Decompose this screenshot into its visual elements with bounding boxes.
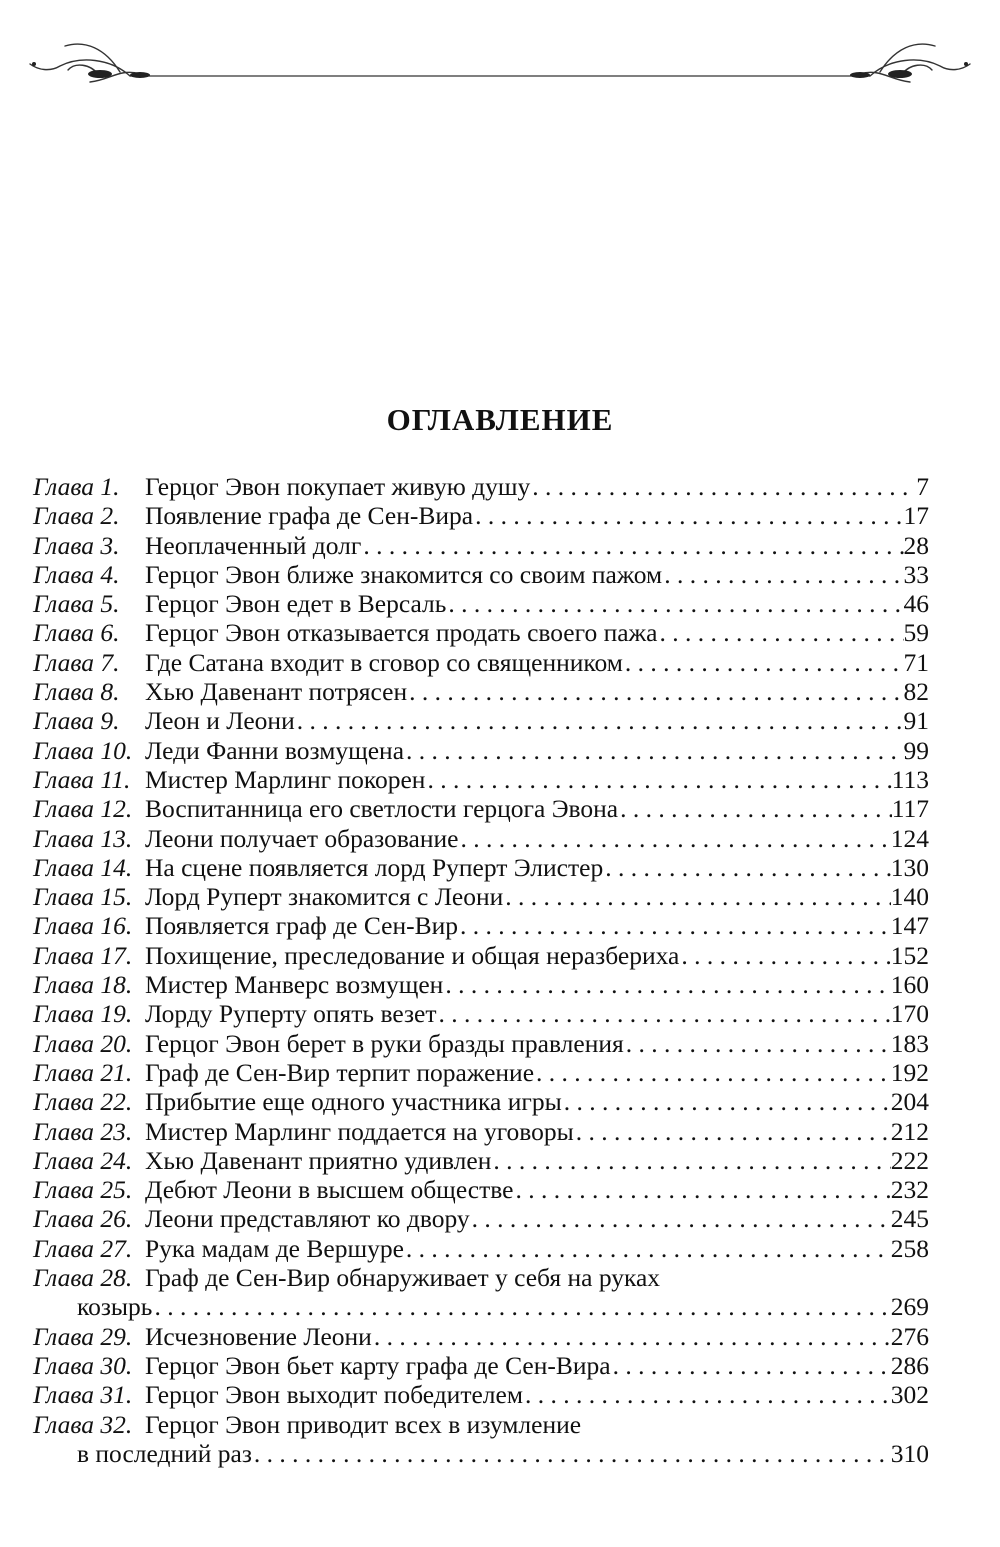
page-number: 222	[890, 1145, 929, 1175]
page-number: 286	[890, 1350, 929, 1380]
chapter-title: Граф де Сен-Вир обнаруживает у себя на руках	[145, 1263, 661, 1293]
chapter-number: Глава 2.	[33, 501, 120, 531]
toc-entry	[33, 706, 929, 735]
toc-entry-row	[33, 1175, 929, 1204]
chapter-title: Хью Давенант приятно удивлен	[145, 1145, 492, 1175]
page-number: 302	[890, 1380, 929, 1410]
toc-entry	[33, 648, 929, 677]
chapter-number: Глава 22.	[33, 1087, 133, 1117]
page-number: 33	[903, 559, 929, 589]
chapter-number: Глава 28.	[33, 1263, 133, 1293]
chapter-number: Глава 16.	[33, 911, 133, 941]
toc-entry	[33, 618, 929, 647]
toc-entry	[33, 560, 929, 589]
toc-entry	[33, 472, 929, 501]
page-number: 183	[890, 1028, 929, 1058]
toc-entry	[33, 941, 929, 970]
toc-entry-row	[33, 941, 929, 970]
toc-entry-row	[33, 1351, 929, 1380]
toc-entry	[33, 1204, 929, 1233]
toc-entry-row	[33, 531, 929, 560]
chapter-number: Глава 5.	[33, 589, 120, 619]
toc-entry-row	[33, 472, 929, 501]
dot-leader	[252, 1439, 891, 1468]
chapter-title: Герцог Эвон бьет карту графа де Сен-Вира	[145, 1350, 611, 1380]
toc-entry	[33, 1322, 929, 1351]
chapter-number: Глава 18.	[33, 970, 133, 1000]
toc-entry	[33, 1263, 929, 1292]
chapter-number: Глава 26.	[33, 1204, 133, 1234]
toc-entry-row	[33, 648, 929, 677]
dot-leader	[152, 1292, 890, 1321]
toc-entry-row	[33, 1087, 929, 1116]
page-number: 232	[890, 1175, 929, 1205]
toc-entry	[33, 1410, 929, 1439]
toc-entry	[33, 501, 929, 530]
chapter-number: Глава 13.	[33, 823, 133, 853]
chapter-number: Глава 1.	[33, 472, 120, 501]
toc-entry-row	[33, 677, 929, 706]
chapter-title: Появляется граф де Сен-Вир	[145, 911, 459, 941]
toc-entry	[33, 1087, 929, 1116]
chapter-number: Глава 24.	[33, 1145, 133, 1175]
chapter-title: Леони получает образование	[145, 823, 459, 853]
chapter-title: Рука мадам де Вершуре	[145, 1233, 404, 1263]
toc-entry-row	[33, 853, 929, 882]
dot-leader	[534, 1058, 891, 1087]
dot-leader	[404, 736, 903, 765]
toc-entry-row	[33, 1117, 929, 1146]
toc-entry	[33, 853, 929, 882]
toc-entry-row	[33, 1263, 929, 1292]
toc-entry	[33, 1117, 929, 1146]
toc-entry-row	[33, 501, 929, 530]
chapter-number: Глава 20.	[33, 1028, 133, 1058]
chapter-number: Глава 19.	[33, 999, 133, 1029]
page-number: 113	[891, 764, 929, 794]
toc-entry-row	[33, 824, 929, 853]
page-number: 192	[890, 1057, 929, 1087]
chapter-number: Глава 11.	[33, 764, 131, 794]
chapter-title-continuation: козырь	[77, 1292, 153, 1322]
page-number: 204	[890, 1087, 929, 1117]
page-number: 147	[890, 911, 929, 941]
toc-entry	[33, 911, 929, 940]
toc-entry	[33, 999, 929, 1028]
page-number: 130	[890, 852, 929, 882]
page-number: 99	[903, 735, 929, 765]
page-number: 310	[890, 1438, 929, 1468]
toc-entry-row	[33, 765, 929, 794]
chapter-number: Глава 4.	[33, 559, 120, 589]
page-number: 82	[903, 677, 929, 707]
toc-entry	[33, 882, 929, 911]
chapter-title: Похищение, преследование и общая неразбериха	[145, 940, 680, 970]
chapter-title: Леди Фанни возмущена	[145, 735, 405, 765]
page-number: 71	[903, 647, 929, 677]
toc-entry	[33, 1058, 929, 1087]
chapter-title: Герцог Эвон берет в руки бразды правления	[145, 1028, 624, 1058]
toc-entry-continuation	[33, 1439, 929, 1468]
chapter-title: Мистер Марлинг поддается на уговоры	[145, 1116, 574, 1146]
toc-entry-row	[33, 999, 929, 1028]
page-number: 46	[903, 589, 929, 619]
page-number: 212	[890, 1116, 929, 1146]
toc-entry-continuation	[33, 1292, 929, 1321]
chapter-number: Глава 31.	[33, 1380, 133, 1410]
chapter-number: Глава 3.	[33, 530, 120, 560]
toc-entry	[33, 1351, 929, 1380]
dot-leader	[657, 618, 903, 647]
page-number: 59	[903, 618, 929, 648]
chapter-title: Мистер Манверс возмущен	[145, 970, 444, 1000]
chapter-number: Глава 17.	[33, 940, 133, 970]
toc-entry-row	[33, 1410, 929, 1439]
chapter-title: Герцог Эвон покупает живую душу	[145, 472, 531, 501]
chapter-title: Герцог Эвон отказывается продать своего пажа	[145, 618, 658, 648]
toc-entry-row	[33, 1146, 929, 1175]
dot-leader	[372, 1322, 891, 1351]
dot-leader	[407, 677, 903, 706]
page-number: 124	[890, 823, 929, 853]
dot-leader	[295, 706, 904, 735]
dot-leader	[425, 765, 891, 794]
dot-leader	[473, 501, 903, 530]
dot-leader	[530, 472, 916, 501]
toc-entry-row	[33, 736, 929, 765]
chapter-title: Герцог Эвон ближе знакомится со своим пажом	[145, 559, 663, 589]
chapter-number: Глава 10.	[33, 735, 133, 765]
chapter-number: Глава 32.	[33, 1409, 133, 1439]
toc-entry-row	[33, 970, 929, 999]
chapter-title: Хью Давенант потрясен	[145, 677, 408, 707]
toc-entry	[33, 1234, 929, 1263]
toc-entry	[33, 765, 929, 794]
toc-entry-row	[33, 1204, 929, 1233]
page-number: 152	[890, 940, 929, 970]
chapter-number: Глава 7.	[33, 647, 120, 677]
chapter-title-continuation: в последний раз	[77, 1438, 252, 1468]
chapter-title: Где Сатана входит в сговор со священником	[145, 647, 623, 677]
chapter-title: Граф де Сен-Вир терпит поражение	[145, 1057, 535, 1087]
chapter-title: Прибытие еще одного участника игры	[145, 1087, 562, 1117]
dot-leader	[446, 589, 903, 618]
toc-entry	[33, 1175, 929, 1204]
chapter-title: Леони представляют ко двору	[145, 1204, 470, 1234]
toc-entry-row	[33, 1234, 929, 1263]
chapter-title: На сцене появляется лорд Руперт Элистер	[145, 852, 604, 882]
toc-entry	[33, 531, 929, 560]
chapter-number: Глава 25.	[33, 1175, 133, 1205]
toc-entry-row	[33, 560, 929, 589]
dot-leader	[618, 794, 892, 823]
chapter-title: Лорд Руперт знакомится с Леони	[145, 882, 504, 912]
chapter-title: Леон и Леони	[145, 706, 295, 736]
toc-entry	[33, 1380, 929, 1409]
chapter-number: Глава 15.	[33, 882, 133, 912]
toc-entry	[33, 736, 929, 765]
toc-entry-row	[33, 1058, 929, 1087]
dot-leader	[361, 531, 903, 560]
chapter-number: Глава 21.	[33, 1057, 133, 1087]
chapter-number: Глава 14.	[33, 852, 133, 882]
page-title: ОГЛАВЛЕНИЕ	[386, 402, 614, 437]
dot-leader	[458, 911, 891, 940]
chapter-title: Дебют Леони в высшем обществе	[145, 1175, 514, 1205]
dot-leader	[404, 1234, 891, 1263]
toc-entry	[33, 589, 929, 618]
dot-leader	[513, 1175, 890, 1204]
chapter-title: Исчезновение Леони	[145, 1321, 372, 1351]
page-number: 160	[890, 970, 929, 1000]
toc-entry-row	[33, 911, 929, 940]
dot-leader	[443, 970, 890, 999]
page-number: 17	[903, 501, 929, 531]
dot-leader	[679, 941, 890, 970]
page-number: 28	[903, 530, 929, 560]
page-number: 170	[890, 999, 929, 1029]
chapter-number: Глава 6.	[33, 618, 120, 648]
page-number: 269	[890, 1292, 929, 1322]
toc-entry-row	[33, 794, 929, 823]
chapter-number: Глава 30.	[33, 1350, 133, 1380]
table-of-contents	[33, 472, 929, 1468]
page-number: 258	[890, 1233, 929, 1263]
toc-entry	[33, 794, 929, 823]
chapter-title: Герцог Эвон выходит победителем	[145, 1380, 523, 1410]
dot-leader	[470, 1204, 891, 1233]
dot-leader	[603, 853, 891, 882]
toc-entry-row	[33, 882, 929, 911]
floral-divider-ornament	[20, 28, 980, 88]
dot-leader	[574, 1117, 891, 1146]
toc-entry-row	[33, 618, 929, 647]
dot-leader	[624, 1029, 891, 1058]
chapter-number: Глава 27.	[33, 1233, 133, 1263]
page-number: 7	[916, 472, 929, 501]
toc-entry-row	[33, 706, 929, 735]
dot-leader	[491, 1146, 890, 1175]
toc-entry-row	[33, 589, 929, 618]
toc-entry-row	[33, 1439, 929, 1468]
page-number: 276	[890, 1321, 929, 1351]
dot-leader	[623, 648, 904, 677]
chapter-number: Глава 23.	[33, 1116, 133, 1146]
dot-leader	[437, 999, 891, 1028]
chapter-number: Глава 8.	[33, 677, 120, 707]
page-number: 91	[903, 706, 929, 736]
chapter-title: Герцог Эвон приводит всех в изумление	[145, 1409, 582, 1439]
chapter-title: Герцог Эвон едет в Версаль	[145, 589, 447, 619]
toc-entry	[33, 970, 929, 999]
chapter-title: Лорду Руперту опять везет	[145, 999, 437, 1029]
dot-leader	[611, 1351, 891, 1380]
page-number: 245	[890, 1204, 929, 1234]
dot-leader	[662, 560, 903, 589]
chapter-title: Мистер Марлинг покорен	[145, 764, 426, 794]
page-number: 117	[891, 794, 929, 824]
chapter-title: Появление графа де Сен-Вира	[145, 501, 474, 531]
chapter-number: Глава 9.	[33, 706, 120, 736]
page-number: 140	[890, 882, 929, 912]
chapter-number: Глава 12.	[33, 794, 133, 824]
toc-entry	[33, 677, 929, 706]
toc-entry	[33, 1029, 929, 1058]
dot-leader	[523, 1380, 891, 1409]
toc-entry-row	[33, 1292, 929, 1321]
chapter-title: Неоплаченный долг	[145, 530, 362, 560]
toc-entry-row	[33, 1029, 929, 1058]
chapter-number: Глава 29.	[33, 1321, 133, 1351]
toc-entry	[33, 1146, 929, 1175]
toc-entry	[33, 824, 929, 853]
toc-entry-row	[33, 1322, 929, 1351]
dot-leader	[458, 824, 890, 853]
chapter-title: Воспитанница его светлости герцога Эвона	[145, 794, 619, 824]
dot-leader	[503, 882, 891, 911]
toc-entry-row	[33, 1380, 929, 1409]
dot-leader	[562, 1087, 891, 1116]
